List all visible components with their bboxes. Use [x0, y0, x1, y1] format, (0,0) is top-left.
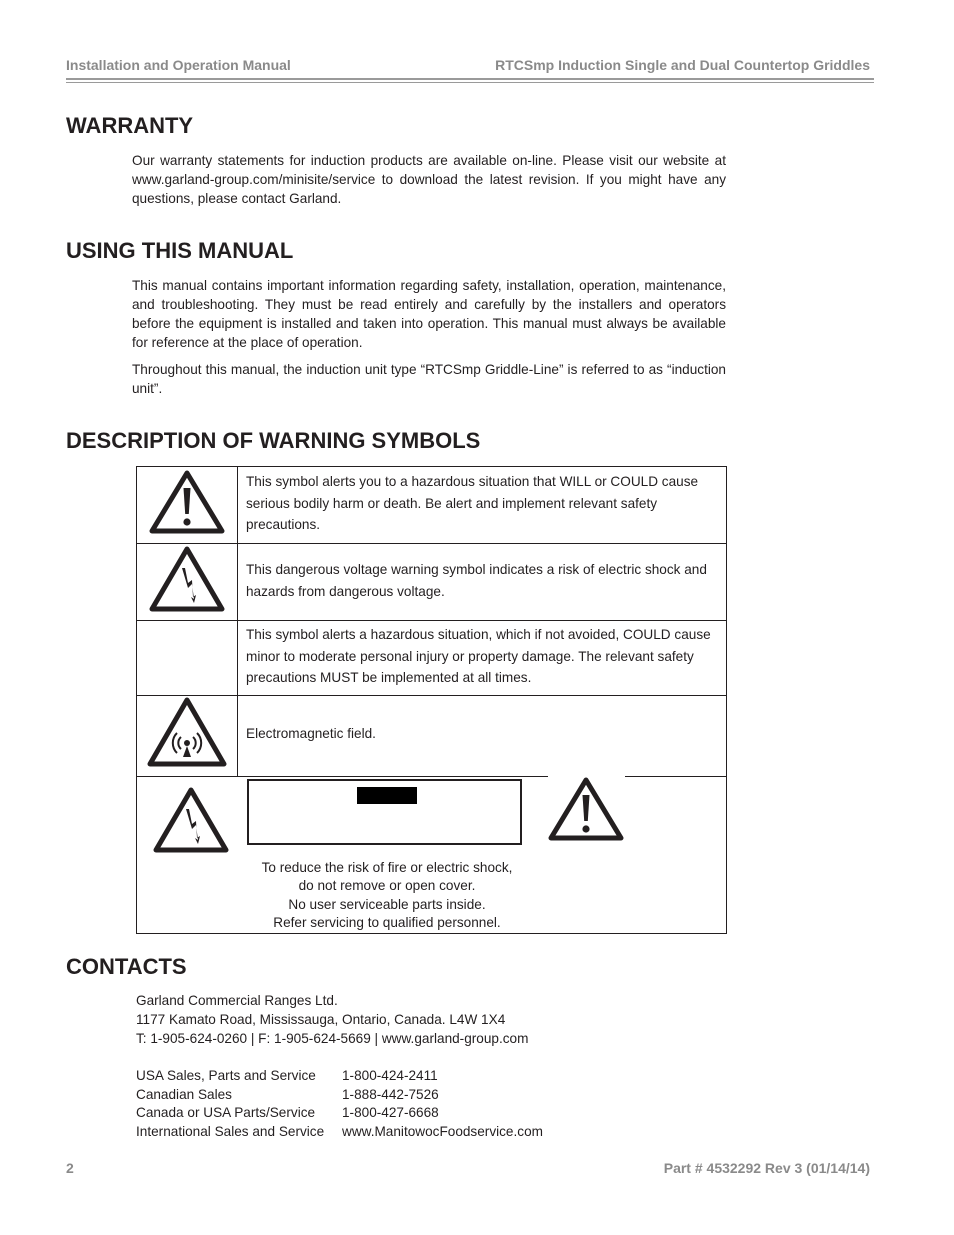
header-rule-thin: [66, 82, 874, 83]
caution-label-cell: [137, 776, 727, 933]
company-address: 1177 Kamato Road, Mississauga, Ontario, Canada. L4W 1X4: [136, 1012, 506, 1027]
warranty-heading: WARRANTY: [66, 113, 194, 138]
contacts-address-block: [136, 991, 528, 1048]
exclamation-warning-icon: [548, 777, 624, 841]
caution-line: To reduce the risk of fire or electric shock,: [261, 859, 513, 875]
warning-symbols-table: [136, 466, 727, 934]
sales-contact-value: 1-800-424-2411: [342, 1068, 438, 1083]
sales-contact-row: [136, 1123, 543, 1142]
sales-contact-label: USA Sales, Parts and Service: [136, 1068, 316, 1083]
symbol-icon-cell-empty: [137, 621, 238, 696]
sales-contact-row: [136, 1086, 543, 1105]
sales-contact-row: [136, 1067, 543, 1086]
symbol-row: [137, 695, 727, 776]
sales-contact-row: [136, 1104, 543, 1123]
sales-contact-value: www.ManitowocFoodservice.com: [342, 1123, 543, 1139]
sales-contact-label: Canada or USA Parts/Service: [136, 1105, 316, 1120]
warning-symbols-heading: DESCRIPTION OF WARNING SYMBOLS: [66, 428, 481, 453]
symbol-row: [137, 544, 727, 621]
sales-contacts-list: [136, 1067, 543, 1141]
caution-label-box: [247, 779, 522, 845]
symbol-row: [137, 467, 727, 544]
using-manual-para-1: This manual contains important information regarding safety, installation, operation, maintenance, and troubleshooting. They must be read entirely and carefully by the installers and operators before the equipment is installed and taken into operation. This manual must always be available for reference at the place of operation.: [132, 278, 726, 350]
using-manual-heading: USING THIS MANUAL: [66, 238, 294, 263]
caution-text: [247, 859, 527, 933]
sales-contact-value: 1-888-442-7526: [342, 1086, 439, 1102]
page-number: 2: [66, 1160, 74, 1176]
sales-contact-label: International Sales and Service: [136, 1123, 325, 1139]
caution-line: Refer servicing to qualified personnel.: [273, 915, 501, 930]
high-voltage-warning-icon: [149, 546, 225, 612]
electromagnetic-field-warning-icon: [147, 697, 227, 767]
symbol-icon-cell: [137, 544, 238, 621]
symbol-row: [137, 621, 727, 696]
caution-label-row: [137, 776, 727, 933]
high-voltage-warning-icon: [153, 787, 229, 853]
symbol-description: This symbol alerts a hazardous situation, which if not avoided, COULD cause minor to moderate personal injury or property damage. The relevant safety precautions MUST be implemented at all times.: [238, 621, 727, 696]
symbol-description: This dangerous voltage warning symbol indicates a risk of electric shock and hazards from dangerous voltage.: [238, 544, 727, 621]
company-name: Garland Commercial Ranges Ltd.: [136, 993, 338, 1008]
exclamation-warning-icon: [149, 470, 225, 534]
sales-contact-value: 1-800-427-6668: [342, 1105, 439, 1120]
header-manual-title: Installation and Operation Manual: [66, 57, 291, 73]
header-product-title: RTCSmp Induction Single and Dual Countertop Griddles: [495, 57, 870, 73]
warranty-text: Our warranty statements for induction products are available on-line. Please visit our website at www.garland-group.com/minisite/service to download the latest revision. If you might have any questions, please contact Garland.: [132, 153, 726, 206]
caution-label-bar: [357, 787, 417, 804]
caution-line: No user serviceable parts inside.: [288, 896, 486, 912]
caution-line: do not remove or open cover.: [298, 878, 476, 893]
sales-contact-label: Canadian Sales: [136, 1086, 232, 1102]
part-number: Part # 4532292 Rev 3 (01/14/14): [663, 1160, 870, 1176]
company-phone-line: T: 1-905-624-0260 | F: 1-905-624-5669 | www.garland-group.com: [136, 1031, 529, 1046]
using-manual-para-2: Throughout this manual, the induction unit type “RTCSmp Griddle-Line” is referred to as “induction unit”.: [132, 362, 726, 396]
symbol-icon-cell: [137, 467, 238, 544]
symbol-description: Electromagnetic field.: [238, 695, 727, 776]
symbol-icon-cell: [137, 695, 238, 776]
symbol-description: This symbol alerts you to a hazardous situation that WILL or COULD cause serious bodily harm or death. Be alert and implement relevant safety precautions.: [238, 467, 727, 544]
contacts-heading: CONTACTS: [66, 954, 187, 979]
header-rule: [66, 78, 874, 80]
